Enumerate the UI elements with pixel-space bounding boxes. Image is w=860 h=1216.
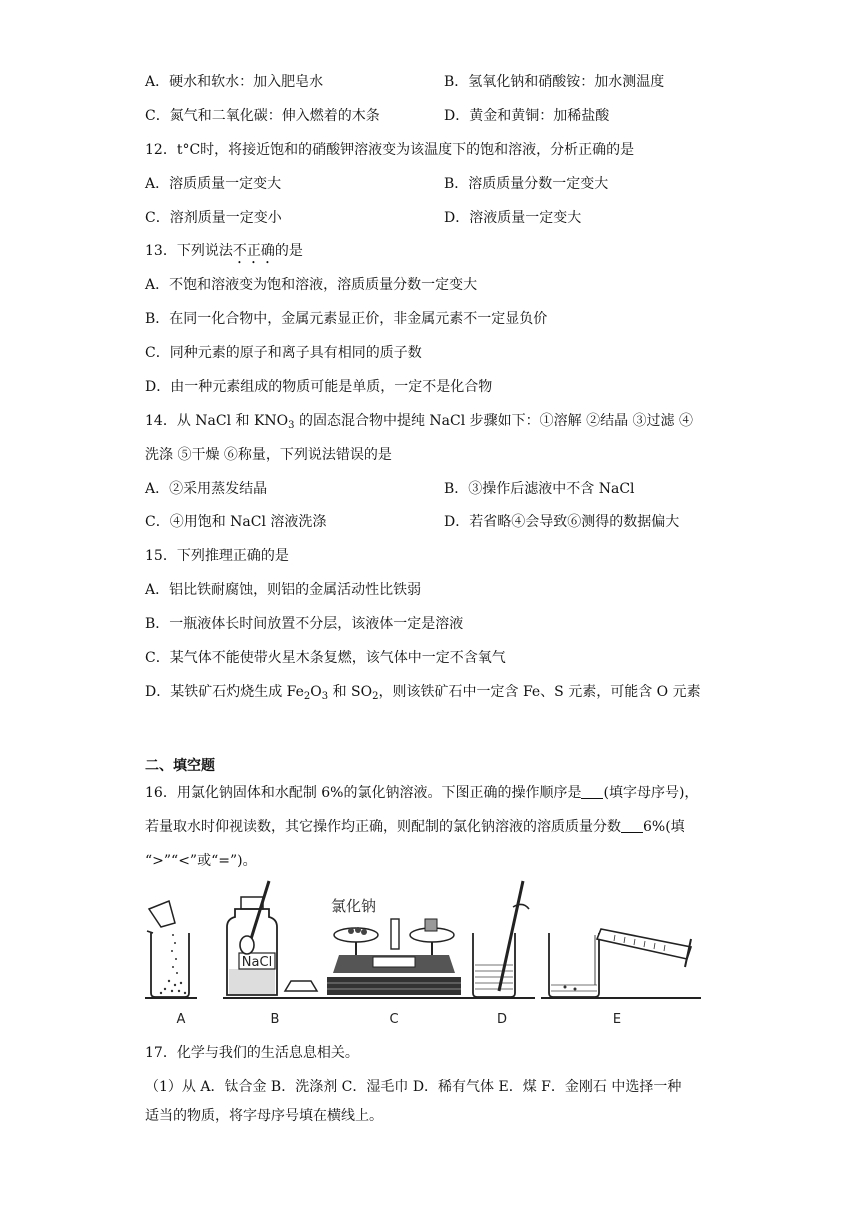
section-title: 二、填空题: [145, 758, 215, 774]
nacl-label: NaCl: [241, 955, 273, 970]
figure-label-c: C: [389, 1012, 399, 1027]
q15-d-part1: D．某铁矿石灼烧生成 Fe: [145, 684, 304, 700]
q15-option-b: B．一瓶液体长时间放置不分层，该液体一定是溶液: [145, 616, 464, 632]
q15-stem: 15．下列推理正确的是: [145, 548, 289, 564]
q17-sub1-line1: （1）从 A．钛合金 B．洗涤剂 C．湿毛巾 D．稀有气体 E．煤 F．金刚石 中选择一种: [145, 1079, 682, 1095]
beaker-stirring-icon: [465, 881, 535, 998]
figure-label-a: A: [176, 1012, 186, 1027]
q15-option-c: C．某气体不能使带火星木条复燃，该气体中一定不含氧气: [145, 650, 506, 666]
q16-line2: [145, 817, 685, 837]
q14-stem-sub: 3: [288, 420, 295, 431]
q12-option-d: D．溶液质量一定变大: [444, 210, 582, 226]
q11-option-b: B．氢氧化钠和硝酸铵：加水测温度: [444, 74, 665, 90]
q14-option-a: A．②采用蒸发结晶: [145, 481, 268, 497]
q16-line2-b: 6%(填: [643, 819, 685, 835]
q13-stem-emphasis: 不正确: [232, 243, 275, 259]
q13-stem-pre: 13．下列说法: [145, 243, 233, 259]
q15-d-part3: 和 SO: [328, 684, 373, 700]
q12-stem: 12．t°C时，将接近饱和的硝酸钾溶液变为该温度下的饱和溶液，分析正确的是: [145, 142, 635, 158]
balance-label: 氯化钠: [331, 897, 377, 915]
q13-stem: [145, 241, 303, 267]
q12-option-c: C．溶剂质量一定变小: [145, 210, 282, 226]
balance-scale-icon: [323, 897, 465, 998]
q14-option-d: D．若省略④会导致⑥测得的数据偏大: [444, 514, 680, 530]
q11-option-d: D．黄金和黄铜：加稀盐酸: [444, 108, 610, 124]
q16-blank-1[interactable]: [581, 784, 603, 799]
q13-option-b: B．在同一化合物中，金属元素显正价，非金属元素不一定显负价: [145, 311, 548, 327]
q15-d-part2: O: [310, 684, 322, 700]
q15-option-a: A．铝比铁耐腐蚀，则铝的金属活动性比铁弱: [145, 582, 422, 598]
q13-option-d: D．由一种元素组成的物质可能是单质，一定不是化合物: [145, 379, 493, 395]
beaker-pouring-icon: [145, 901, 197, 998]
q14-option-c: C．④用饱和 NaCl 溶液洗涤: [145, 514, 327, 530]
reagent-bottle-icon: [223, 881, 323, 998]
q13-stem-post: 的是: [274, 243, 303, 259]
q14-stem-line2: 洗涤 ⑤干燥 ⑥称量，下列说法错误的是: [145, 447, 392, 463]
q14-stem-b: 的固态混合物中提纯 NaCl 步骤如下：①溶解 ②结晶 ③过滤 ④: [294, 413, 694, 429]
q13-option-a: A．不饱和溶液变为饱和溶液，溶质质量分数一定变大: [145, 277, 478, 293]
figure-label-b: B: [270, 1012, 280, 1027]
figure-label-e: E: [612, 1012, 622, 1027]
q16-blank-2[interactable]: [621, 818, 643, 833]
q15-d-sub3: 2: [372, 691, 379, 702]
q13-option-c: C．同种元素的原子和离子具有相同的质子数: [145, 345, 422, 361]
q15-d-part4: ，则该铁矿石中一定含 Fe、S 元素，可能含 O 元素: [378, 684, 701, 700]
q16-line3: “>”“<”或“=”)。: [145, 853, 257, 869]
q15-d-sub1: 2: [303, 691, 311, 702]
figure-label-d: D: [496, 1012, 508, 1027]
q14-stem-line1: [145, 411, 693, 431]
q11-option-c: C．氮气和二氧化碳：伸入燃着的木条: [145, 108, 380, 124]
q14-option-b: B．③操作后滤液中不含 NaCl: [444, 481, 635, 497]
q12-option-a: A．溶质质量一定变大: [145, 176, 282, 192]
q11-option-a: A．硬水和软水：加入肥皂水: [145, 74, 324, 90]
q14-stem-a: 14．从 NaCl 和 KNO: [145, 413, 289, 429]
q15-d-sub2: 3: [321, 691, 329, 702]
graduated-cylinder-icon: [541, 929, 701, 998]
experiment-figure: [145, 873, 705, 1033]
q12-option-b: B．溶质质量分数一定变大: [444, 176, 609, 192]
q16-line1-a: 16．用氯化钠固体和水配制 6%的氯化钠溶液。下图正确的操作顺序是: [145, 785, 582, 801]
q16-line1: [145, 783, 698, 803]
q16-line1-b: (填字母序号)，: [603, 785, 699, 801]
q17-stem: 17．化学与我们的生活息息相关。: [145, 1045, 359, 1061]
q15-option-d: [145, 682, 701, 702]
q16-line2-a: 若量取水时仰视读数，其它操作均正确，则配制的氯化钠溶液的溶质质量分数: [145, 819, 621, 835]
q17-sub1-line2: 适当的物质，将字母序号填在横线上。: [145, 1108, 383, 1124]
